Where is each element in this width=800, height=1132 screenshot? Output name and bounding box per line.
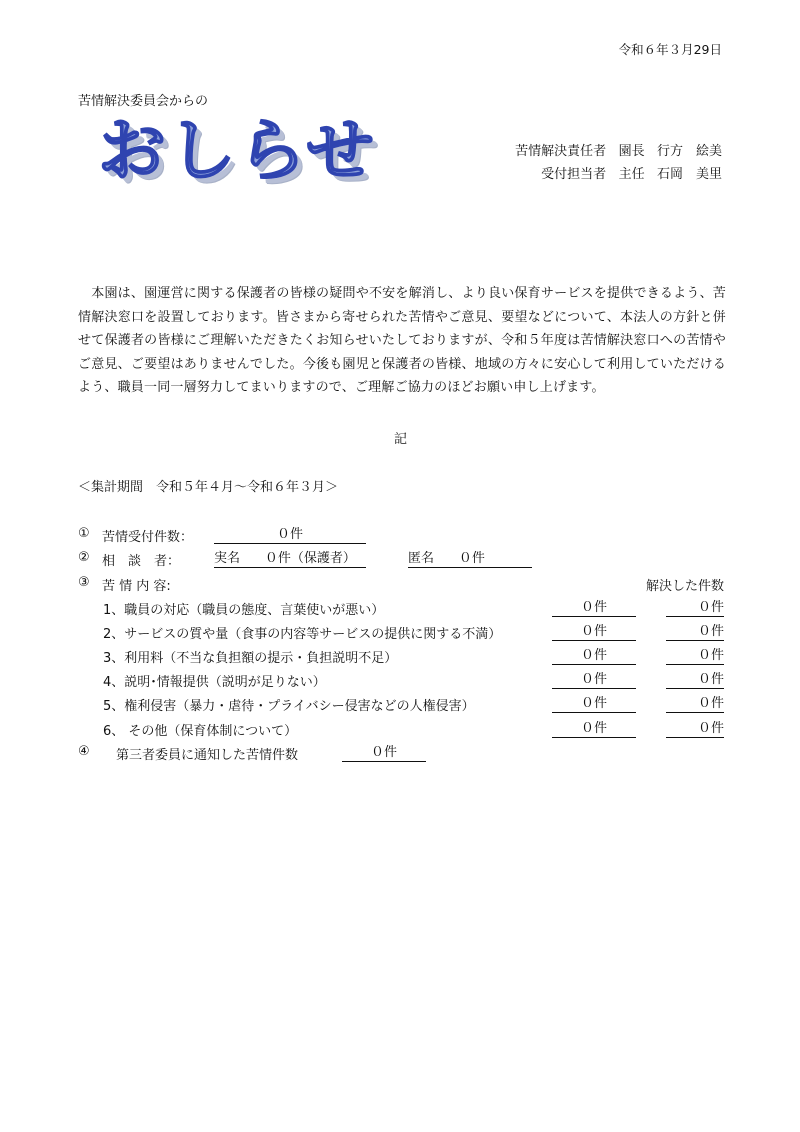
reception-role: 受付担当者	[541, 167, 607, 182]
item-consulters	[78, 550, 485, 569]
anonymous-value: ０件	[458, 551, 485, 566]
complaint-count: ０件	[552, 695, 636, 713]
complaint-label: 5、権利侵害（暴力・虐待・プライバシー侵害などの人権侵害）	[103, 699, 475, 714]
notice-title: おしらせ	[98, 112, 376, 191]
complaint-resolved: ０件	[666, 720, 724, 738]
item-number: ④	[78, 744, 90, 759]
responsible-role: 苦情解決責任者	[515, 144, 607, 159]
item-label: 苦 情 内 容:	[102, 579, 171, 594]
reception-position: 主任	[618, 167, 645, 182]
complaint-row	[103, 599, 384, 618]
complaint-row	[103, 647, 397, 666]
issue-date: 令和６年３月29日	[618, 42, 722, 57]
item-number: ①	[78, 526, 90, 541]
anonymous-consulters	[408, 550, 532, 568]
item-third-party-notified	[78, 744, 397, 763]
complaint-label: 4、説明･情報提供（説明が足りない）	[103, 675, 326, 690]
complaint-count: ０件	[552, 671, 636, 689]
complaint-resolved: ０件	[666, 695, 724, 713]
complaint-label: 6、 その他（保育体制について）	[103, 724, 298, 739]
complaint-row	[103, 671, 326, 690]
responsible-position: 園長	[618, 144, 645, 159]
item-number: ②	[78, 550, 90, 565]
complaint-resolved: ０件	[666, 647, 724, 665]
anonymous-label: 匿名	[408, 551, 435, 566]
complaint-count: ０件	[552, 623, 636, 641]
item-value: ０件	[214, 526, 366, 544]
resolved-count-header: 解決した件数	[645, 579, 724, 594]
complaint-label: 1、職員の対応（職員の態度、言葉使いが悪い）	[103, 603, 385, 618]
complaint-label: 3、利用料（不当な負担額の提示・負担説明不足）	[103, 651, 398, 666]
ki-heading: 記	[394, 432, 408, 447]
complaint-resolved: ０件	[666, 623, 724, 641]
complaint-count: ０件	[552, 647, 636, 665]
body-paragraph: 本園は、園運営に関する保護者の皆様の疑問や不安を解消し、より良い保育サービスを提供できるよう、苦情解決窓口を設置しております。皆さまから寄せられた苦情やご意見、要望などについて、本法人の方針と併せて保護者の皆様にご理解いただきたくお知らせいたしておりますが、令和５年度は苦情解決窓口への苦情やご意見、ご要望はありませんでした。今後も園児と保護者の皆様、地域の方々に安心して利用していただけるよう、職員一同一層努力してまいりますので、ご理解ご協力のほどお願い申し上げます。	[78, 286, 726, 395]
item-label: 相 談 者：	[102, 554, 181, 569]
tally-period: ＜集計期間 令和５年４月～令和６年３月＞	[78, 480, 339, 495]
complaint-label: 2、サービスの質や量（食事の内容等サービスの提供に関する不満）	[103, 627, 502, 642]
reception-person-line	[541, 163, 722, 182]
item-number: ③	[78, 575, 90, 590]
complaint-row	[103, 623, 501, 642]
responsible-person-line	[515, 140, 722, 159]
complaint-row	[103, 695, 475, 714]
item-value: ０件	[342, 744, 426, 762]
responsible-name: 行方 絵美	[656, 144, 722, 159]
item-complaint-contents	[78, 575, 171, 594]
named-label: 実名	[214, 551, 241, 566]
notice-subtitle: 苦情解決委員会からの	[78, 94, 209, 109]
item-complaints-received	[78, 526, 303, 545]
complaint-resolved: ０件	[666, 599, 724, 617]
complaint-resolved: ０件	[666, 671, 724, 689]
named-consulters	[214, 550, 366, 568]
named-value: ０件（保護者）	[264, 551, 356, 566]
item-label: 第三者委員に通知した苦情件数	[116, 748, 299, 763]
reception-name: 石岡 美里	[656, 167, 722, 182]
item-label: 苦情受付件数：	[102, 530, 194, 545]
complaint-row	[103, 720, 297, 739]
complaint-count: ０件	[552, 720, 636, 738]
complaint-count: ０件	[552, 599, 636, 617]
